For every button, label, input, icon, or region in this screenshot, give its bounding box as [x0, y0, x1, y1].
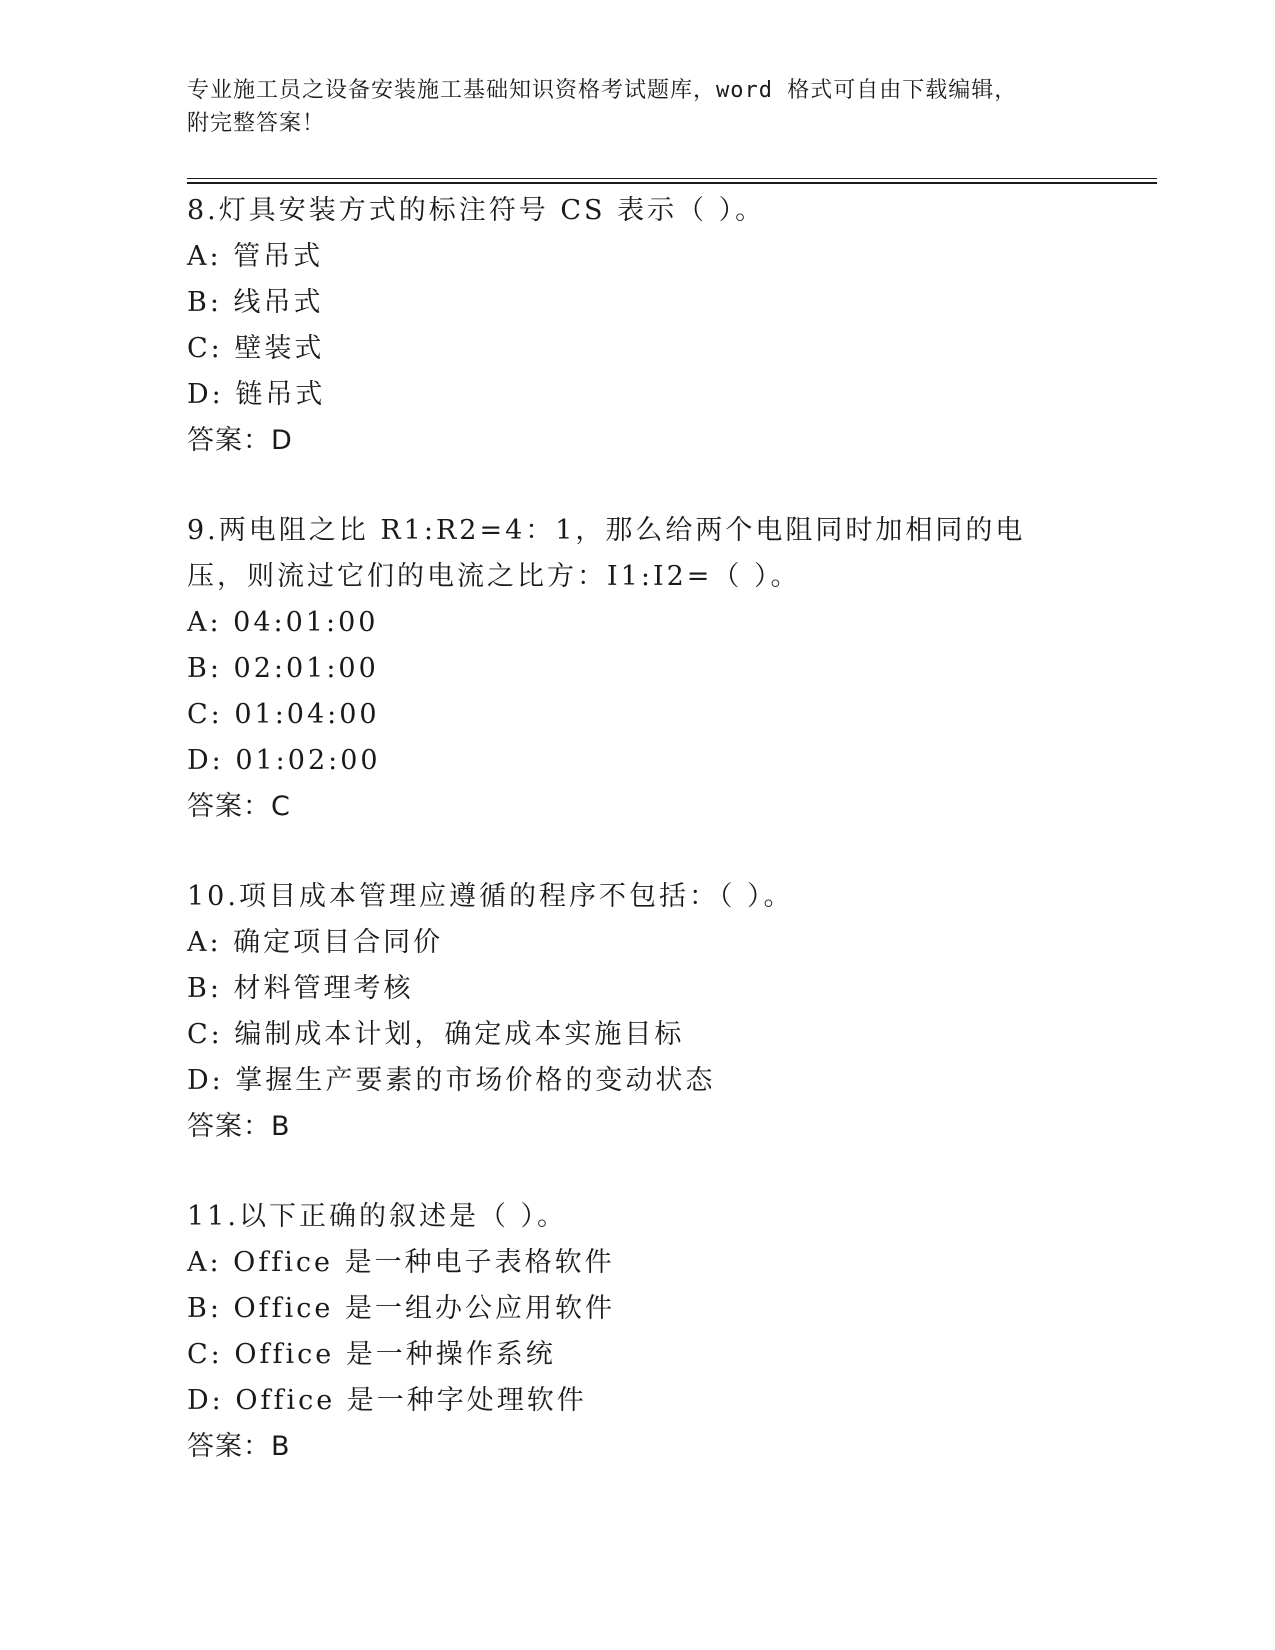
- option-b: B: Office 是一组办公应用软件: [187, 1293, 615, 1324]
- question-9: [187, 508, 1157, 830]
- option-b: B: 线吊式: [187, 287, 324, 318]
- answer: 答案：C: [187, 791, 291, 822]
- option-b: B: 材料管理考核: [187, 973, 414, 1004]
- option-c: C: 壁装式: [187, 333, 325, 364]
- option-c: C: Office 是一种操作系统: [187, 1339, 556, 1370]
- header-title-line-1: 专业施工员之设备安装施工基础知识资格考试题库，word 格式可自由下载编辑，: [187, 78, 1018, 103]
- option-d: D: 掌握生产要素的市场价格的变动状态: [187, 1065, 716, 1096]
- question-stem: 11.以下正确的叙述是（ ）。: [187, 1201, 568, 1232]
- option-a: A: Office 是一种电子表格软件: [187, 1247, 615, 1278]
- question-stem: 9.两电阻之比 R1:R2=4：1，那么给两个电阻同时加相同的电压，则流过它们的电流之比方：I1:I2=（ ）。: [187, 515, 1026, 592]
- question-11: [187, 1194, 1157, 1470]
- question-8: [187, 188, 1157, 464]
- question-stem: 10.项目成本管理应遵循的程序不包括：（ ）。: [187, 881, 794, 912]
- question-10: [187, 874, 1157, 1150]
- header-divider-thick: [187, 182, 1157, 184]
- option-d: D: Office 是一种字处理软件: [187, 1385, 587, 1416]
- header-divider-thin: [187, 178, 1157, 179]
- option-b: B: 02:01:00: [187, 653, 379, 684]
- option-a: A: 管吊式: [187, 241, 324, 272]
- option-d: D: 链吊式: [187, 379, 326, 410]
- option-a: A: 04:01:00: [187, 607, 379, 638]
- document-header: [187, 74, 1087, 140]
- question-list: [187, 188, 1157, 1514]
- header-title-line-2: 附完整答案！: [187, 111, 326, 136]
- option-c: C: 编制成本计划，确定成本实施目标: [187, 1019, 685, 1050]
- answer: 答案：D: [187, 425, 293, 456]
- question-stem: 8.灯具安装方式的标注符号 CS 表示（ ）。: [187, 195, 766, 226]
- answer: 答案：B: [187, 1111, 291, 1142]
- option-d: D: 01:02:00: [187, 745, 381, 776]
- option-a: A: 确定项目合同价: [187, 927, 444, 958]
- answer: 答案：B: [187, 1431, 291, 1462]
- option-c: C: 01:04:00: [187, 699, 380, 730]
